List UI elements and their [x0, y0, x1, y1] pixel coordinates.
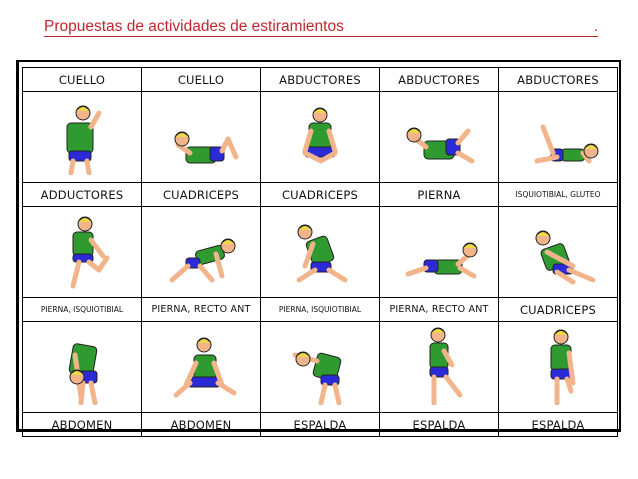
figure-cell — [499, 322, 618, 413]
exercise-label: CUELLO — [177, 72, 225, 87]
standing-leg-back-stretch-icon — [394, 325, 484, 409]
label-cell — [380, 68, 499, 92]
label-cell — [23, 68, 142, 92]
label-cell — [142, 183, 261, 207]
exercise-label: ABDUCTORES — [279, 72, 361, 87]
exercise-label: PIERNA, RECTO ANT — [389, 303, 489, 315]
standing-forward-bend-icon — [37, 325, 127, 409]
exercise-label: ISQUIOTIBIAL, GLUTEO — [515, 190, 601, 199]
label-cell — [380, 413, 499, 437]
exercise-label: PIERNA, RECTO ANT — [151, 303, 251, 315]
title-end: . — [593, 18, 598, 35]
exercise-label: CUELLO — [58, 72, 106, 87]
figure-cell — [142, 322, 261, 413]
label-cell — [261, 413, 380, 437]
figure-cell — [499, 207, 618, 298]
lying-butterfly-stretch-icon — [394, 95, 484, 179]
label-cell — [499, 413, 618, 437]
label-cell — [261, 298, 380, 322]
side-lying-leg-stretch-icon — [394, 210, 484, 294]
exercise-label: CUADRICEPS — [162, 187, 240, 202]
label-cell — [261, 68, 380, 92]
label-cell — [499, 183, 618, 207]
label-cell — [23, 183, 142, 207]
exercise-label: ABDOMEN — [51, 417, 113, 432]
title-text: Propuestas de actividades de estiramientos — [44, 18, 344, 35]
seated-butterfly-stretch-icon — [275, 95, 365, 179]
figure-cell — [142, 92, 261, 183]
label-cell — [142, 68, 261, 92]
kneeling-lunge-stretch-icon — [156, 210, 246, 294]
deep-lunge-stretch-icon — [275, 210, 365, 294]
stretch-chart-sheet — [16, 60, 621, 432]
figure-cell — [23, 322, 142, 413]
exercise-label: ESPALDA — [412, 417, 466, 432]
figure-cell — [380, 322, 499, 413]
figure-cell — [23, 207, 142, 298]
standing-quad-hold-icon — [513, 325, 603, 409]
figure-cell — [380, 92, 499, 183]
label-cell — [380, 298, 499, 322]
stretch-grid — [22, 67, 618, 437]
exercise-label: ABDOMEN — [170, 417, 232, 432]
exercise-label: PIERNA, ISQUIOTIBIAL — [278, 305, 362, 314]
exercise-label: PIERNA, ISQUIOTIBIAL — [40, 305, 124, 314]
figure-cell — [142, 207, 261, 298]
standing-quad-pull-icon — [37, 210, 127, 294]
standing-neck-stretch-icon — [37, 95, 127, 179]
label-cell — [23, 413, 142, 437]
exercise-label: CUADRICEPS — [519, 302, 597, 317]
lying-neck-stretch-icon — [156, 95, 246, 179]
page-title — [44, 18, 598, 37]
label-cell — [499, 298, 618, 322]
exercise-label: ABDUCTORES — [517, 72, 599, 87]
exercise-label: ADDUCTORES — [40, 187, 124, 202]
figure-cell — [261, 322, 380, 413]
exercise-label: PIERNA — [417, 187, 461, 202]
exercise-label: ESPALDA — [531, 417, 585, 432]
seated-straddle-stretch-icon — [156, 325, 246, 409]
figure-cell — [23, 92, 142, 183]
label-cell — [380, 183, 499, 207]
exercise-label: ABDUCTORES — [398, 72, 480, 87]
figure-cell — [261, 92, 380, 183]
exercise-label: CUADRICEPS — [281, 187, 359, 202]
label-cell — [499, 68, 618, 92]
figure-cell — [380, 207, 499, 298]
label-cell — [142, 298, 261, 322]
figure-cell — [499, 92, 618, 183]
seated-hamstring-stretch-icon — [513, 210, 603, 294]
label-cell — [23, 298, 142, 322]
exercise-label: ESPALDA — [293, 417, 347, 432]
figure-cell — [261, 207, 380, 298]
label-cell — [142, 413, 261, 437]
standing-toe-touch-icon — [275, 325, 365, 409]
lying-leg-raise-stretch-icon — [513, 95, 603, 179]
label-cell — [261, 183, 380, 207]
